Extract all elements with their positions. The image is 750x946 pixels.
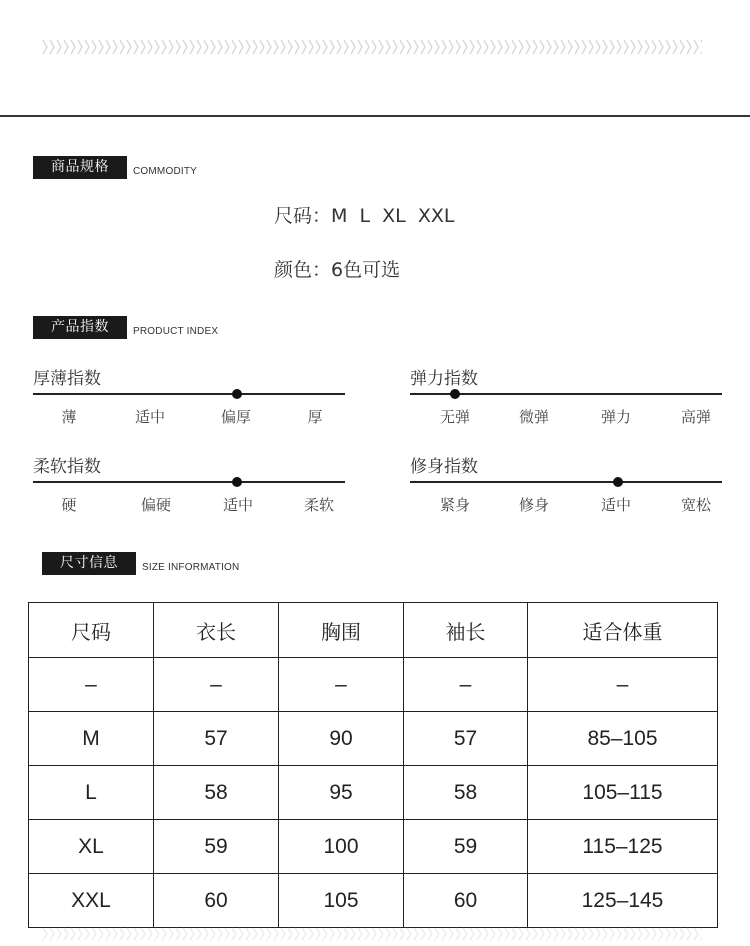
size-table <box>28 602 718 928</box>
index-option: 薄 <box>61 408 77 426</box>
index-title: 修身指数 <box>410 457 478 477</box>
index-option: 厚 <box>307 408 323 426</box>
table-cell: – <box>404 658 528 712</box>
index-option: 修身 <box>518 496 550 514</box>
section-header-commodity <box>33 156 197 179</box>
table-cell: M <box>29 712 154 766</box>
section-header-size-info <box>42 552 239 575</box>
column-header: 袖长 <box>404 603 528 658</box>
table-cell: 125–145 <box>528 874 718 928</box>
index-indicator-dot <box>232 389 242 399</box>
table-row <box>29 766 718 820</box>
table-cell: XL <box>29 820 154 874</box>
table-cell: – <box>528 658 718 712</box>
column-header: 胸围 <box>279 603 404 658</box>
index-option: 偏硬 <box>140 496 172 514</box>
table-cell: – <box>29 658 154 712</box>
chevron-pattern-bottom <box>42 927 702 941</box>
table-cell: 58 <box>404 766 528 820</box>
index-option: 柔软 <box>303 496 335 514</box>
index-scale-bar <box>33 393 345 395</box>
spec-colon: ： <box>312 259 332 281</box>
section-tag: 产品指数 <box>33 316 127 339</box>
table-cell: 105–115 <box>528 766 718 820</box>
index-indicator-dot <box>232 477 242 487</box>
spec-size-label: 尺码 <box>274 205 313 227</box>
table-cell: – <box>279 658 404 712</box>
table-header-row <box>29 603 718 658</box>
index-title: 厚薄指数 <box>33 369 101 389</box>
index-option: 紧身 <box>439 496 471 514</box>
index-option: 高弹 <box>680 408 712 426</box>
table-cell: 100 <box>279 820 404 874</box>
column-header: 尺码 <box>29 603 154 658</box>
spec-color-line <box>274 255 400 282</box>
section-subtitle: SIZE INFORMATION <box>142 562 240 573</box>
section-tag: 尺寸信息 <box>42 552 136 575</box>
index-option: 适中 <box>134 408 166 426</box>
chevron-pattern-top <box>42 38 702 56</box>
table-cell: 105 <box>279 874 404 928</box>
table-cell: 95 <box>279 766 404 820</box>
index-option: 宽松 <box>680 496 712 514</box>
table-cell: 58 <box>154 766 279 820</box>
table-cell: L <box>29 766 154 820</box>
index-option-selected: 适中 <box>222 496 254 514</box>
table-cell: 90 <box>279 712 404 766</box>
table-cell: – <box>154 658 279 712</box>
table-cell: 57 <box>154 712 279 766</box>
table-cell: 115–125 <box>528 820 718 874</box>
index-title: 弹力指数 <box>410 369 478 389</box>
index-option: 弹力 <box>600 408 632 426</box>
index-option-selected: 无弹 <box>439 408 471 426</box>
spec-size-value: M L XL XXL <box>331 205 455 227</box>
table-row <box>29 658 718 712</box>
spec-color-value: 6色可选 <box>331 259 401 281</box>
index-indicator-dot <box>450 389 460 399</box>
index-option: 微弹 <box>518 408 550 426</box>
table-cell: 57 <box>404 712 528 766</box>
section-tag: 商品规格 <box>33 156 127 179</box>
table-cell: XXL <box>29 874 154 928</box>
index-indicator-dot <box>613 477 623 487</box>
spec-size-line <box>274 201 454 228</box>
table-cell: 59 <box>404 820 528 874</box>
index-scale-bar <box>410 481 722 483</box>
section-header-product-index <box>33 316 218 339</box>
header-divider <box>0 115 750 117</box>
column-header: 衣长 <box>154 603 279 658</box>
spec-colon: ： <box>312 205 332 227</box>
table-row <box>29 820 718 874</box>
column-header: 适合体重 <box>528 603 718 658</box>
spec-color-label: 颜色 <box>274 259 313 281</box>
table-row <box>29 874 718 928</box>
table-cell: 60 <box>154 874 279 928</box>
table-cell: 60 <box>404 874 528 928</box>
table-cell: 59 <box>154 820 279 874</box>
index-option-selected: 适中 <box>600 496 632 514</box>
section-subtitle: COMMODITY <box>133 166 198 177</box>
index-option: 硬 <box>61 496 77 514</box>
section-subtitle: PRODUCT INDEX <box>133 326 219 337</box>
index-title: 柔软指数 <box>33 457 101 477</box>
index-scale-bar <box>33 481 345 483</box>
table-cell: 85–105 <box>528 712 718 766</box>
table-row <box>29 712 718 766</box>
index-option-selected: 偏厚 <box>220 408 252 426</box>
